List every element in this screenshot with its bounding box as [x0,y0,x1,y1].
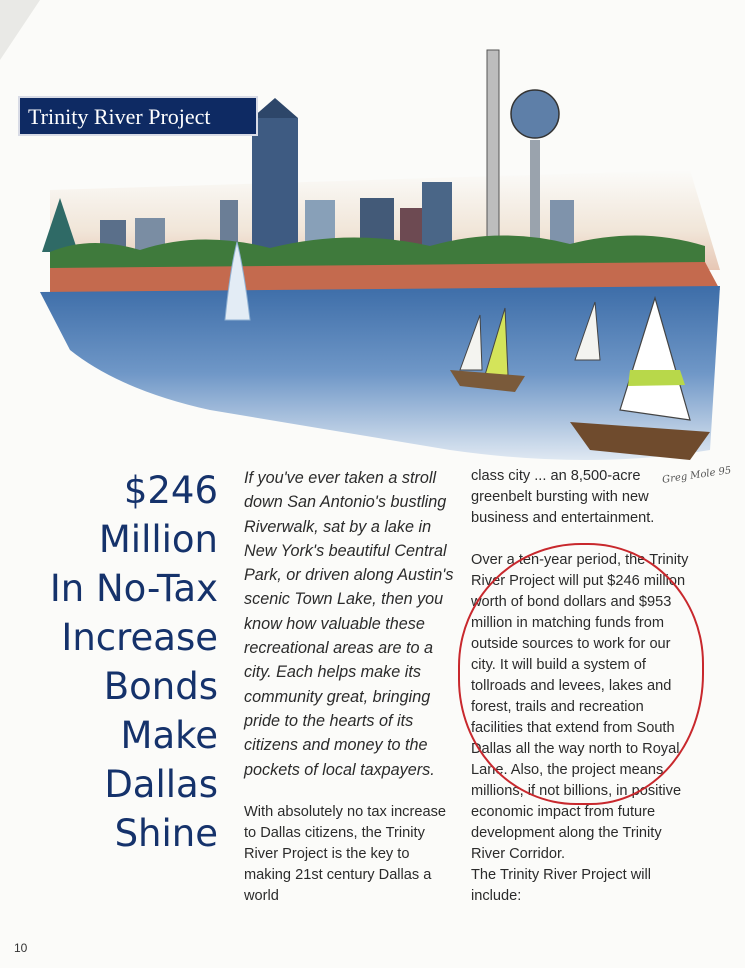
headline-line: Shine [114,812,218,855]
headline-line: Increase [61,616,218,659]
artist-signature: Greg Mole 95 [661,465,732,486]
reunion-tower-shaft [530,140,540,252]
column-middle [244,466,459,907]
red-circle-annotation [458,543,704,805]
body-paragraph: With absolutely no tax increase to Dallas citizens, the Trinity River Project is the key to making 21st century Dallas a world [244,803,446,904]
sail-stripe [628,370,685,386]
section-banner [18,96,258,136]
lattice-tower [487,50,499,252]
headline-line: Bonds [103,665,218,708]
headline-line: $246 [123,469,218,512]
page-number: 10 [14,941,28,955]
building [422,182,452,252]
continued-paragraph: class city ... an 8,500-acre greenbelt bursting with new business and entertainment. [471,468,655,526]
lead-paragraph: If you've ever taken a stroll down San Antonio's bustling Riverwalk, sat by a lake in New York's beautiful Central Park, or driven along Austin's scenic Town Lake, then you know how valuable these recreational areas are to a city. Each helps make its community great, bringing pride to the hearts of its citizens and money to the pockets of local taxpayers. [244,469,454,779]
headline-line: Make [120,714,218,757]
headline [10,466,218,858]
tower-roof [252,98,298,118]
reunion-tower-ball [511,90,559,138]
banner-title: Trinity River Project [28,104,211,129]
highlighted-paragraph: Over a ten-year period, the Trinity River Project will put $246 million worth of bond dollars and $953 million in matching funds from outside sources to work for our city. It will build a system of tollroads and levees, lakes and forest, trails and recreation facilities that extend from South Dallas all the way north to Royal Lane. Also, the project means millions, if not billions, in positive economic impact from future development along the Trinity River Corridor. [471,552,689,862]
closing-paragraph: The Trinity River Project will include: [471,867,652,904]
headline-line: Million [98,518,218,561]
headline-line: Dallas [104,763,218,806]
tall-tower [252,118,298,252]
headline-line: In No-Tax [49,567,218,610]
